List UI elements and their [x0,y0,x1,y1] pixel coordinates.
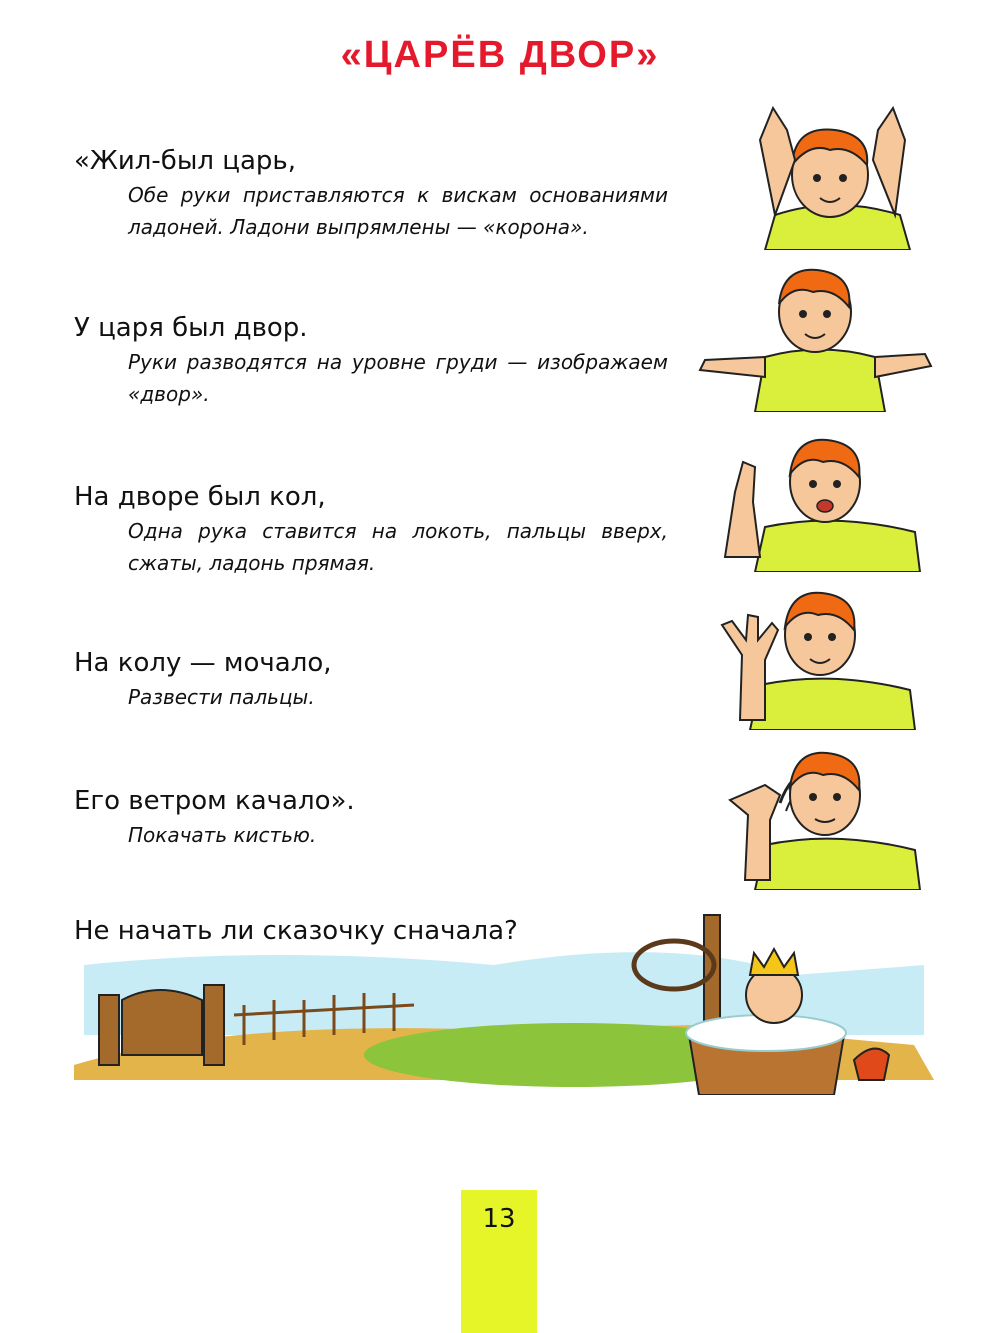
stanza-line: Его ветром качало». [74,786,355,816]
stanza-2 [74,312,674,410]
stanza-instruction: Развести пальцы. [128,685,315,709]
boy-spread-fingers-icon [710,585,925,730]
stanza-line: На колу — мочало, [74,648,332,678]
boy-raised-palm-icon [715,432,930,572]
stanza-instruction: Руки разводятся на уровне груди — изображаем «двор». [128,350,668,406]
stanza-4 [74,647,674,713]
boy-crown-gesture-icon [735,100,935,250]
page-title: «ЦАРЁВ ДВОР» [340,34,660,76]
stanza-3 [74,481,674,579]
tsar-in-tub-illustration [74,905,934,1095]
closing-line: Не начать ли сказочку сначала? [74,916,518,946]
stanza-instruction: Обе руки приставляются к вискам основаниями ладоней. Ладони выпрямлены — «корона». [128,183,668,239]
stanza-instruction: Покачать кистью. [128,823,317,847]
stanza-5 [74,785,674,851]
stanza-line: «Жил-был царь, [74,146,296,176]
stanza-line: На дворе был кол, [74,482,326,512]
boy-spread-arms-icon [695,262,935,412]
stanza-line: У царя был двор. [74,313,308,343]
gate-icon [99,985,224,1065]
page-number: 13 [461,1190,537,1333]
stanza-1 [74,145,674,243]
stanza-instruction: Одна рука ставится на локоть, пальцы вверх, сжаты, ладонь прямая. [128,519,668,575]
crown-icon [750,949,798,975]
boy-waving-hand-icon [690,745,930,890]
